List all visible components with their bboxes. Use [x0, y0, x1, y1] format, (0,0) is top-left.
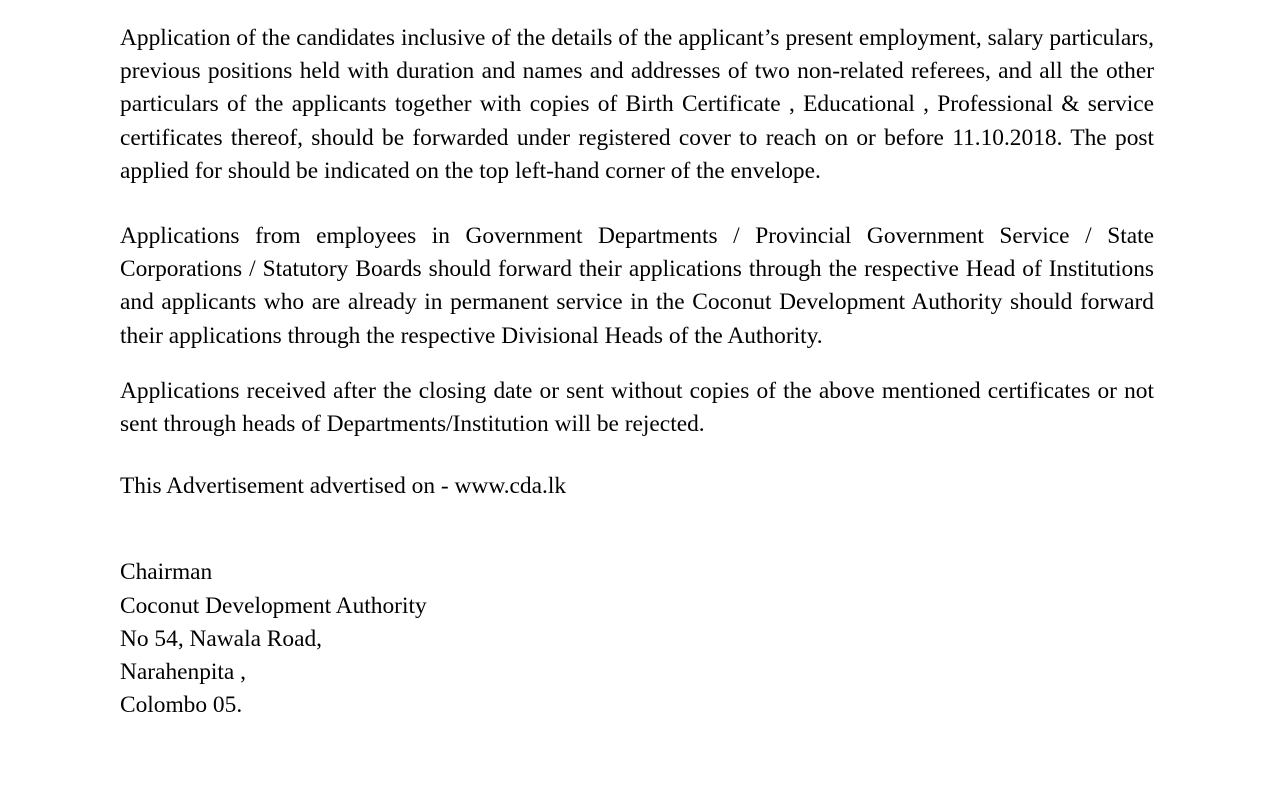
address-city: Colombo 05.	[120, 692, 243, 719]
address-title: Chairman	[120, 559, 213, 586]
signature-address-block	[120, 556, 1154, 722]
paragraph-application-details: Application of the candidates inclusive of the details of the applicant’s present employment, salary particulars, previous positions held with duration and names and addresses of two non-related referees, and all the other particulars of the applicants together with copies of Birth Certificate , Educational , Professional & service certificates thereof, should be forwarded under registered cover to reach on or before 11.10.2018. The post applied for should be indicated on the top left-hand corner of the envelope.	[120, 25, 1154, 184]
address-street: No 54, Nawala Road,	[120, 625, 323, 652]
paragraph-advertised-on: This Advertisement advertised on - www.cda.lk	[120, 473, 567, 500]
address-area: Narahenpita ,	[120, 659, 246, 686]
address-organization: Coconut Development Authority	[120, 592, 427, 619]
paragraph-government-employees: Applications from employees in Government Departments / Provincial Government Service / State Corporations / Statutory Boards should forward their applications through the respective Head of Institutions and applicants who are already in permanent service in the Coconut Development Authority should forward their applications through the respective Divisional Heads of the Authority.	[120, 223, 1154, 349]
document-page	[120, 22, 1154, 722]
paragraph-rejection-notice: Applications received after the closing date or sent without copies of the above mentioned certificates or not sent through heads of Departments/Institution will be rejected.	[120, 377, 1154, 438]
